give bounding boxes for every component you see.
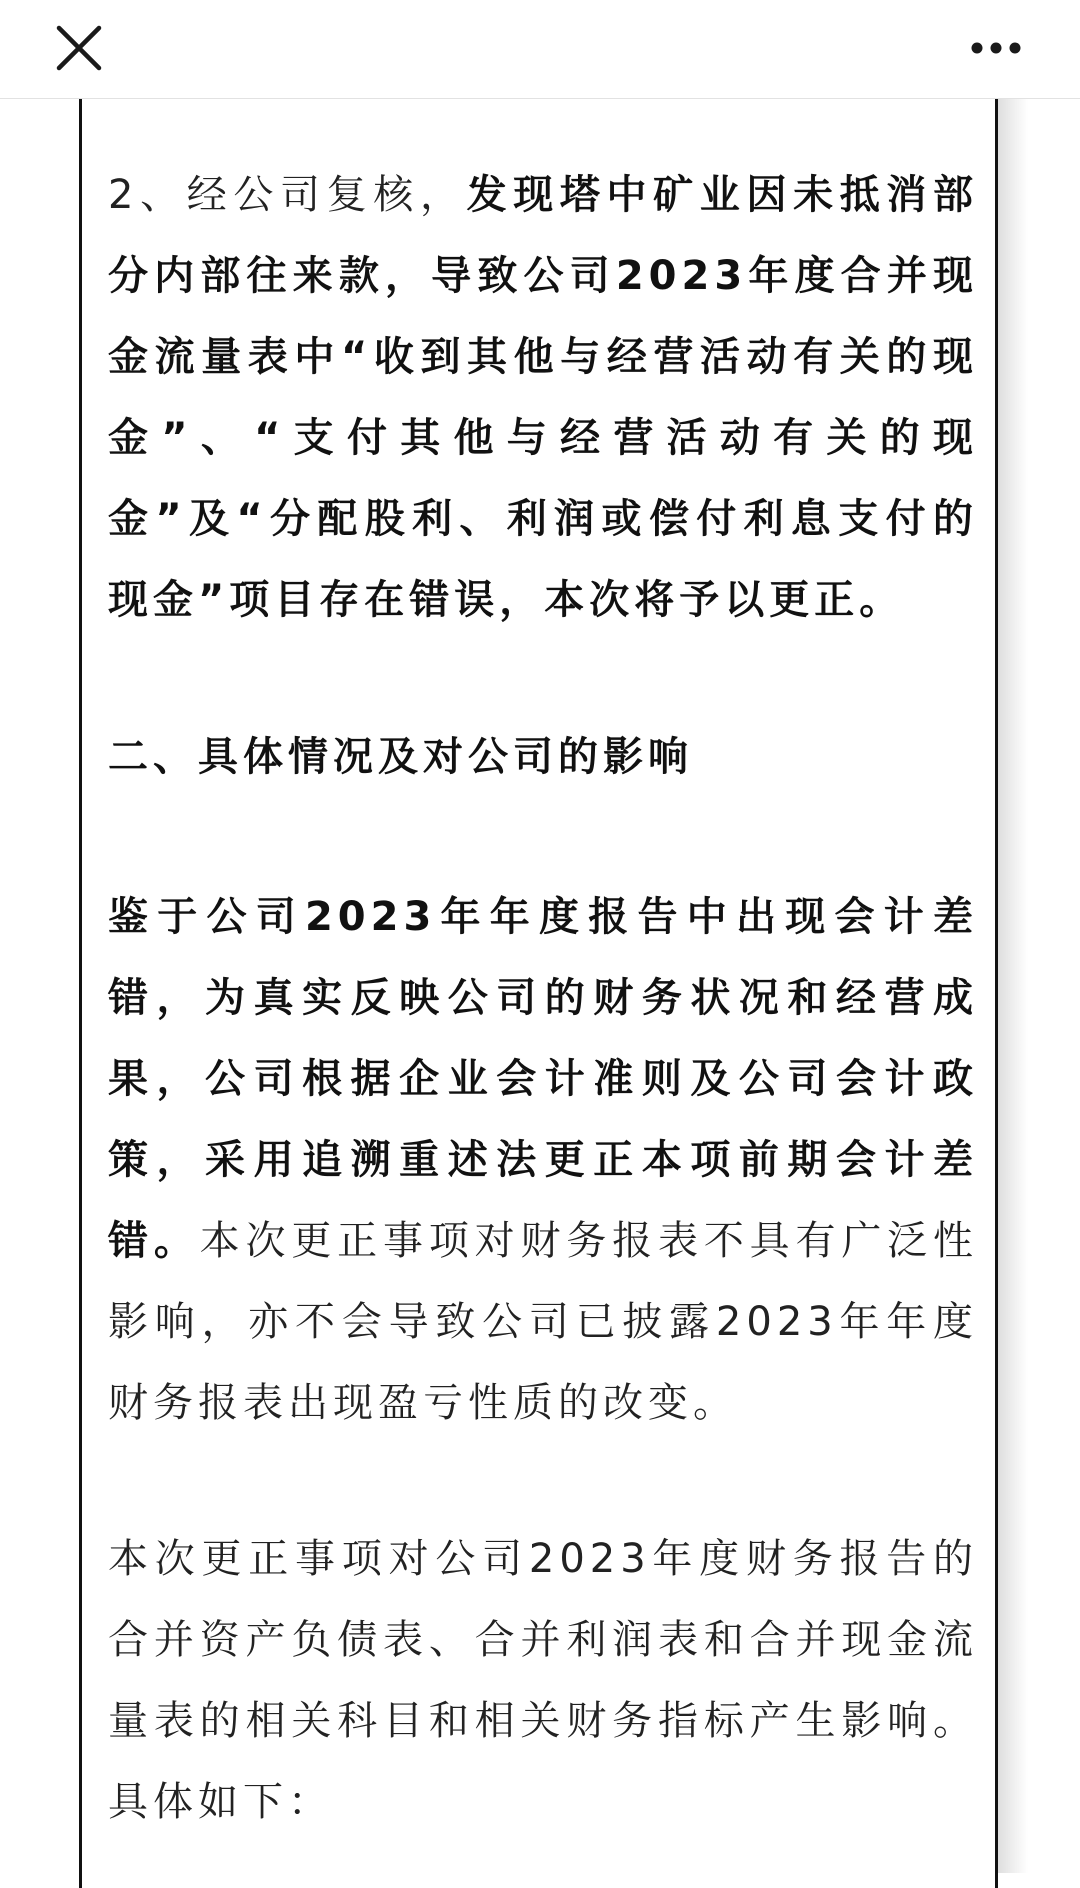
paragraph-bold-text: 发现塔中矿业因未抵消部分内部往来款，导致公司2023年度合并现金流量表中“收到其他与经营活动有关的现金”、“支付其他与经营活动有关的现金”及“分配股利、利润或偿付利息支付的现金”项目存在错误，本次将予以更正。 [108, 172, 979, 623]
paragraph-bold-text: 鉴于公司2023年年度报告中出现会计差错，为真实反映公司的财务状况和经营成果，公司根据企业会计准则及公司会计政策，采用追溯重述法更正本项前期会计差错。 [108, 894, 978, 1264]
paragraph-lead-text: 2、经公司复核， [108, 172, 467, 218]
close-icon[interactable] [40, 9, 120, 89]
top-navigation-bar [0, 0, 1080, 99]
section-heading: 二、具体情况及对公司的影响 [108, 734, 693, 780]
more-options-icon[interactable] [956, 9, 1036, 89]
paragraph-regular-text: 本次更正事项对财务报表不具有广泛性影响，亦不会导致公司已披露2023年年度财务报表出现盈亏性质的改变。 [108, 1218, 979, 1426]
paragraph-correction-item-2 [108, 155, 978, 641]
paragraph-impact [108, 877, 978, 1444]
paragraph-details-intro: 本次更正事项对公司2023年度财务报告的合并资产负债表、合并利润表和合并现金流量表的相关科目和相关财务指标产生影响。具体如下： [108, 1536, 978, 1825]
page-edge-shadow [998, 98, 1028, 1873]
